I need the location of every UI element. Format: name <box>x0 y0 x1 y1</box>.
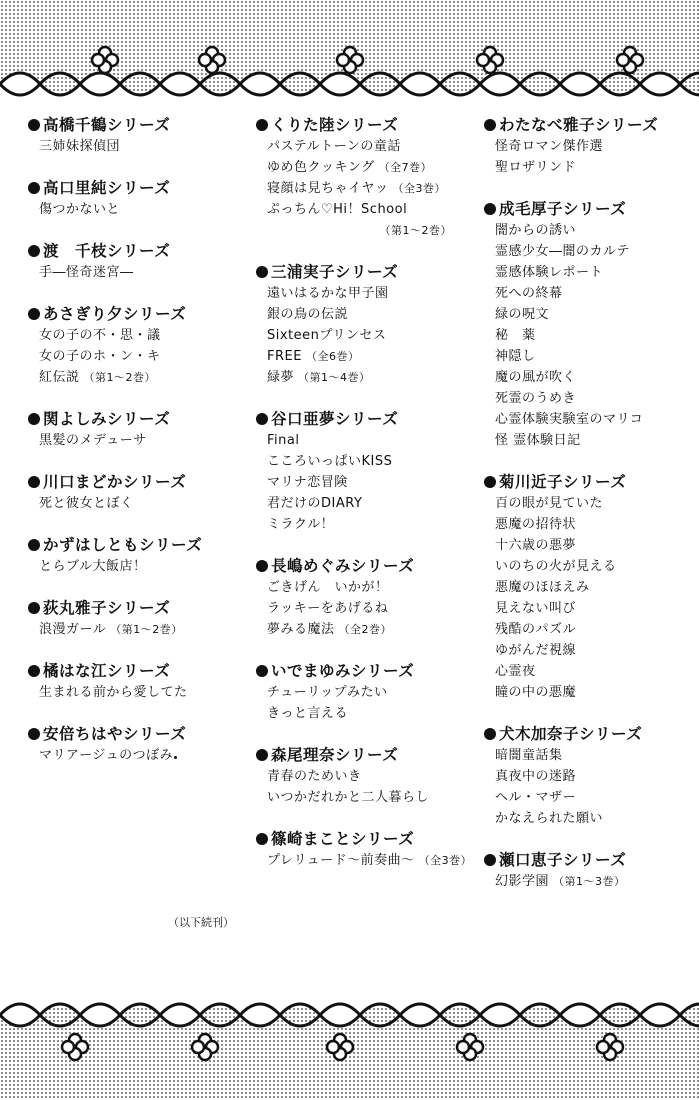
bullet-icon <box>28 182 40 194</box>
book-title: 君だけのDIARY <box>267 496 363 511</box>
bullet-icon <box>28 728 40 740</box>
bullet-icon <box>28 119 40 131</box>
series-block <box>28 597 254 640</box>
book-title: 死への終幕 <box>495 286 563 301</box>
series-block <box>256 555 482 640</box>
series-block <box>256 261 482 388</box>
series-block <box>28 408 254 451</box>
book-title: 手―怪奇迷宮― <box>39 265 134 280</box>
book-title: ミラクル！ <box>267 517 335 532</box>
book-title: Final <box>267 433 300 448</box>
book-title: 魔の風が吹く <box>495 370 577 385</box>
series-heading: 犬木加奈子シリーズ <box>484 723 694 745</box>
book-title: 秘 薬 <box>495 328 536 343</box>
series-heading: 長嶋めぐみシリーズ <box>256 555 482 577</box>
book-title: ゆがんだ視線 <box>495 643 577 658</box>
book-title: 生まれる前から愛してた <box>39 685 188 700</box>
bottom-decorative-border <box>0 995 699 1100</box>
book-title: いつかだれかと二人暮らし <box>267 790 430 805</box>
bullet-icon <box>256 749 268 761</box>
book-title: 緑夢 （第1～4巻） <box>267 370 371 385</box>
series-heading: あさぎり夕シリーズ <box>28 303 254 325</box>
series-heading: 荻丸雅子シリーズ <box>28 597 254 619</box>
book-title: 傷つかないと <box>39 202 121 217</box>
ribbon-border-graphic <box>0 0 699 104</box>
ribbon-border-graphic <box>0 995 699 1100</box>
stray-dot <box>174 756 177 759</box>
flower-icon-row <box>92 47 643 73</box>
book-title: 怪奇ロマン傑作選 <box>495 139 604 154</box>
bullet-icon <box>256 266 268 278</box>
top-decorative-border <box>0 0 699 104</box>
book-title: 紅伝説 （第1～2巻） <box>39 370 157 385</box>
volume-note: （全3巻） <box>418 854 473 867</box>
book-title: ごきげん いかが！ <box>267 580 389 595</box>
book-title: 怪 霊体験日記 <box>495 433 581 448</box>
column-1 <box>28 114 254 929</box>
series-heading: 高橋千鶴シリーズ <box>28 114 254 136</box>
book-title: 緑の呪文 <box>495 307 550 322</box>
series-block <box>484 471 694 703</box>
flower-icon-row <box>62 1034 623 1060</box>
series-heading: 関よしみシリーズ <box>28 408 254 430</box>
series-heading: かずはしともシリーズ <box>28 534 254 556</box>
book-title: FREE （全6巻） <box>267 349 360 364</box>
bullet-icon <box>484 476 496 488</box>
book-title: プレリュード～前奏曲～ （全3巻） <box>267 853 473 868</box>
book-title: 三姉妹探偵団 <box>39 139 121 154</box>
series-heading: 渡 千枝シリーズ <box>28 240 254 262</box>
series-heading: 谷口亜夢シリーズ <box>256 408 482 430</box>
series-block <box>256 408 482 535</box>
book-title: チューリップみたい <box>267 685 388 700</box>
book-title: 女の子のホ・ン・キ <box>39 349 161 364</box>
bullet-icon <box>28 245 40 257</box>
bullet-icon <box>28 308 40 320</box>
series-heading: 篠崎まことシリーズ <box>256 828 482 850</box>
to-be-continued-note: （以下続刊） <box>168 916 234 929</box>
volume-note: （全3巻） <box>392 182 447 195</box>
book-title: 百の眼が見ていた <box>495 496 604 511</box>
bullet-icon <box>484 203 496 215</box>
series-heading: 安倍ちはやシリーズ <box>28 723 254 745</box>
book-title: 悪魔のほほえみ <box>495 580 590 595</box>
series-heading: 三浦実子シリーズ <box>256 261 482 283</box>
series-block <box>28 471 254 514</box>
book-title: 黒髪のメデューサ <box>39 433 147 448</box>
book-title: 青春のためいき <box>267 769 362 784</box>
series-heading: 菊川近子シリーズ <box>484 471 694 493</box>
volume-note: （第1～4巻） <box>298 371 371 384</box>
bullet-icon <box>256 413 268 425</box>
book-title: 死霊のうめき <box>495 391 577 406</box>
bullet-icon <box>256 119 268 131</box>
book-title: 夢みる魔法 （全2巻） <box>267 622 393 637</box>
book-title: マリアージュのつぼみ <box>39 748 174 763</box>
bullet-icon <box>28 413 40 425</box>
book-title: 悪魔の招待状 <box>495 517 577 532</box>
book-title: きっと言える <box>267 706 349 721</box>
volume-note: （全7巻） <box>378 161 433 174</box>
series-block <box>28 303 254 388</box>
book-title: 女の子の不・思・議 <box>39 328 161 343</box>
column-2 <box>256 114 482 891</box>
book-title: 聖ロザリンド <box>495 160 577 175</box>
bullet-icon <box>256 560 268 572</box>
book-title: ぷっちん♡Hi！School <box>267 202 408 217</box>
book-title: 幻影学園 （第1～3巻） <box>495 874 626 889</box>
bullet-icon <box>28 665 40 677</box>
series-block <box>256 114 482 241</box>
series-block <box>484 723 694 829</box>
volume-note: （第1～2巻） <box>83 371 157 384</box>
book-title: 瞳の中の悪魔 <box>495 685 577 700</box>
bullet-icon <box>256 833 268 845</box>
volume-note: （全6巻） <box>305 350 360 363</box>
series-heading: わたなべ雅子シリーズ <box>484 114 694 136</box>
book-title: 銀の鳥の伝説 <box>267 307 349 322</box>
series-block <box>256 828 482 871</box>
series-block <box>28 240 254 283</box>
book-title: ヘル・マザー <box>495 790 577 805</box>
series-block <box>28 177 254 220</box>
book-title: とらブル大飯店！ <box>39 559 147 574</box>
book-title: 寝顔は見ちゃイヤッ （全3巻） <box>267 181 447 196</box>
book-title: 闇からの誘い <box>495 223 577 238</box>
series-heading: 川口まどかシリーズ <box>28 471 254 493</box>
bullet-icon <box>28 539 40 551</box>
book-title: 心霊夜 <box>495 664 536 679</box>
series-heading: いでまゆみシリーズ <box>256 660 482 682</box>
book-title: 見えない叫び <box>495 601 577 616</box>
series-heading: 成毛厚子シリーズ <box>484 198 694 220</box>
book-title: ラッキーをあげるね <box>267 601 389 616</box>
book-title: かなえられた願い <box>495 811 604 826</box>
book-title: パステルトーンの童話 <box>267 139 401 154</box>
series-heading: 森尾理奈シリーズ <box>256 744 482 766</box>
series-block <box>256 744 482 808</box>
book-title: 暗闇童話集 <box>495 748 563 763</box>
book-title: マリナ恋冒険 <box>267 475 348 490</box>
series-heading: 橘はな江シリーズ <box>28 660 254 682</box>
book-title: 真夜中の迷路 <box>495 769 577 784</box>
series-heading: 瀬口恵子シリーズ <box>484 849 694 871</box>
book-title: Sixteenプリンセス <box>267 328 387 343</box>
book-title: 死と彼女とぼく <box>39 496 134 511</box>
book-title: 遠いはるかな甲子園 <box>267 286 389 301</box>
book-title: 霊感少女―闇のカルテ <box>495 244 631 259</box>
book-title: 残酷のパズル <box>495 622 577 637</box>
volume-note: （全2巻） <box>338 623 393 636</box>
book-title: 十六歳の悪夢 <box>495 538 577 553</box>
series-heading: 高口里純シリーズ <box>28 177 254 199</box>
column-3 <box>484 114 694 912</box>
series-heading: くりた陸シリーズ <box>256 114 482 136</box>
bullet-icon <box>484 854 496 866</box>
book-title: 浪漫ガール （第1～2巻） <box>39 622 183 637</box>
bullet-icon <box>484 119 496 131</box>
series-block <box>484 849 694 892</box>
series-block <box>484 198 694 451</box>
volume-note: （第1～2巻） <box>379 224 452 237</box>
book-title: こころいっぱいKISS <box>267 454 393 469</box>
volume-note: （第1～3巻） <box>553 875 626 888</box>
volume-note: （第1～2巻） <box>110 623 183 636</box>
series-block <box>28 723 254 766</box>
series-list <box>0 104 699 995</box>
bullet-icon <box>28 476 40 488</box>
bullet-icon <box>28 602 40 614</box>
series-block <box>28 660 254 703</box>
book-title: 神隠し <box>495 349 536 364</box>
series-block <box>256 660 482 724</box>
series-block <box>28 534 254 577</box>
bullet-icon <box>484 728 496 740</box>
book-title: 霊感体験レポート <box>495 265 604 280</box>
book-title: いのちの火が見える <box>495 559 617 574</box>
series-block <box>484 114 694 178</box>
book-title: ゆめ色クッキング （全7巻） <box>267 160 433 175</box>
bullet-icon <box>256 665 268 677</box>
series-block <box>28 114 254 157</box>
book-title: 心霊体験実験室のマリコ <box>495 412 644 427</box>
